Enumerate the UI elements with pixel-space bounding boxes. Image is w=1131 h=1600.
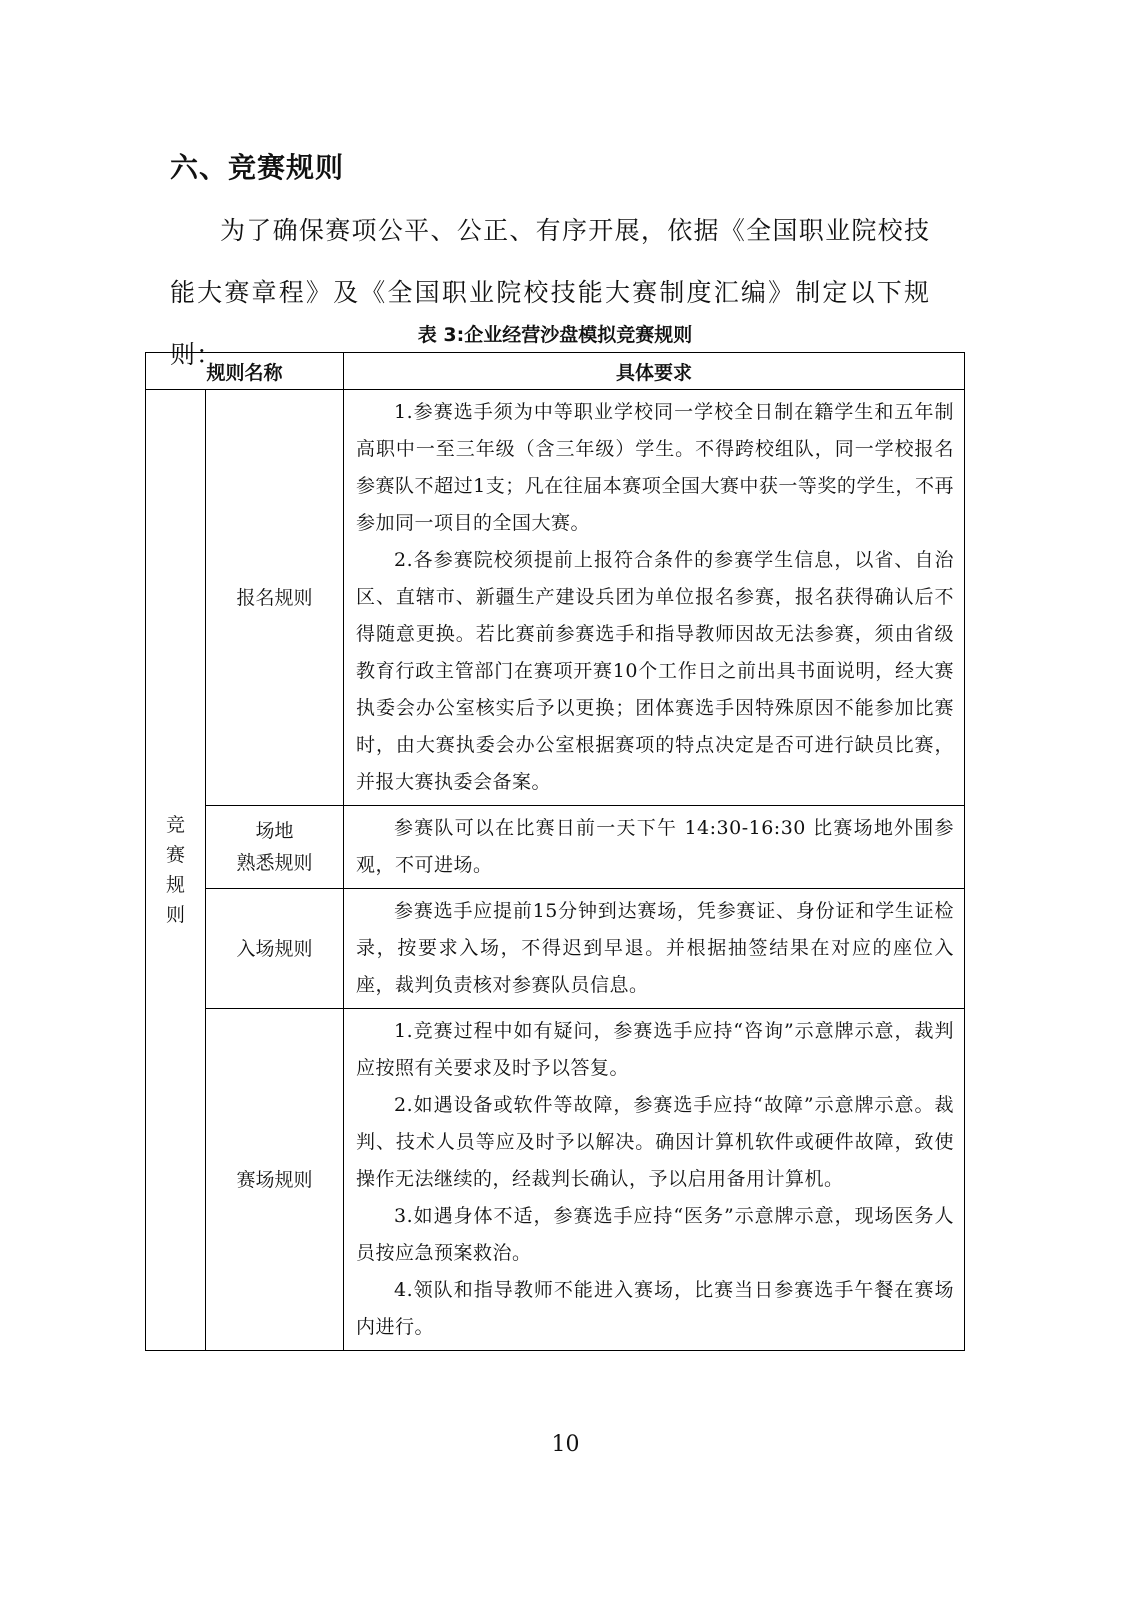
header-rule-name: 规则名称 <box>146 353 344 390</box>
rule-requirement-arena <box>344 1009 965 1351</box>
rule-name-entry: 入场规则 <box>206 889 344 1009</box>
rule-name-arena: 赛场规则 <box>206 1009 344 1351</box>
rules-table <box>145 352 965 1351</box>
requirement-paragraph: 1.参赛选手须为中等职业学校同一学校全日制在籍学生和五年制高职中一至三年级（含三年级）学生。不得跨校组队，同一学校报名参赛队不超过1支；凡在往届本赛项全国大赛中获一等奖的学生，不再参加同一项目的全国大赛。 <box>356 401 954 534</box>
rule-name-registration: 报名规则 <box>206 390 344 806</box>
table-row-registration <box>146 390 965 806</box>
rule-requirement-venue <box>344 806 965 889</box>
table-row-entry <box>146 889 965 1009</box>
table-row-venue <box>146 806 965 889</box>
table-caption: 表 3:企业经营沙盘模拟竞赛规则 <box>417 324 693 346</box>
requirement-paragraph: 3.如遇身体不适，参赛选手应持“医务”示意牌示意，现场医务人员按应急预案救治。 <box>356 1205 954 1264</box>
category-cell <box>146 390 206 1351</box>
requirement-paragraph: 2.各参赛院校须提前上报符合条件的参赛学生信息，以省、自治区、直辖市、新疆生产建设兵团为单位报名参赛，报名获得确认后不得随意更换。若比赛前参赛选手和指导教师因故无法参赛，须由省级教育行政主管部门在赛项开赛10个工作日之前出具书面说明，经大赛执委会办公室核实后予以更换；团体赛选手因特殊原因不能参加比赛时，由大赛执委会办公室根据赛项的特点决定是否可进行缺员比赛，并报大赛执委会备案。 <box>356 549 954 793</box>
requirement-paragraph: 参赛队可以在比赛日前一天下午 14:30-16:30 比赛场地外围参观，不可进场。 <box>356 817 954 876</box>
rule-name-venue-line2: 熟悉规则 <box>236 852 313 874</box>
rule-name-venue <box>206 806 344 889</box>
page-number: 10 <box>551 1432 580 1457</box>
header-requirement: 具体要求 <box>344 353 965 390</box>
intro-paragraph: 为了确保赛项公平、公正、有序开展，依据《全国职业院校技能大赛章程》及《全国职业院校技能大赛制度汇编》制定以下规则： <box>170 216 930 369</box>
requirement-paragraph: 4.领队和指导教师不能进入赛场，比赛当日参赛选手午餐在赛场内进行。 <box>356 1279 954 1338</box>
category-label: 竞赛规则 <box>165 814 185 926</box>
section-title: 六、竞赛规则 <box>170 151 345 184</box>
requirement-paragraph: 1.竞赛过程中如有疑问，参赛选手应持“咨询”示意牌示意，裁判应按照有关要求及时予以答复。 <box>356 1020 954 1079</box>
requirement-paragraph: 2.如遇设备或软件等故障，参赛选手应持“故障”示意牌示意。裁判、技术人员等应及时予以解决。确因计算机软件或硬件故障，致使操作无法继续的，经裁判长确认，予以启用备用计算机。 <box>356 1094 954 1190</box>
rule-requirement-entry <box>344 889 965 1009</box>
rule-name-venue-line1: 场地 <box>255 820 294 842</box>
rule-requirement-registration <box>344 390 965 806</box>
table-row-arena <box>146 1009 965 1351</box>
table-header-row <box>146 353 965 390</box>
requirement-paragraph: 参赛选手应提前15分钟到达赛场，凭参赛证、身份证和学生证检录，按要求入场，不得迟到早退。并根据抽签结果在对应的座位入座，裁判负责核对参赛队员信息。 <box>356 900 954 996</box>
